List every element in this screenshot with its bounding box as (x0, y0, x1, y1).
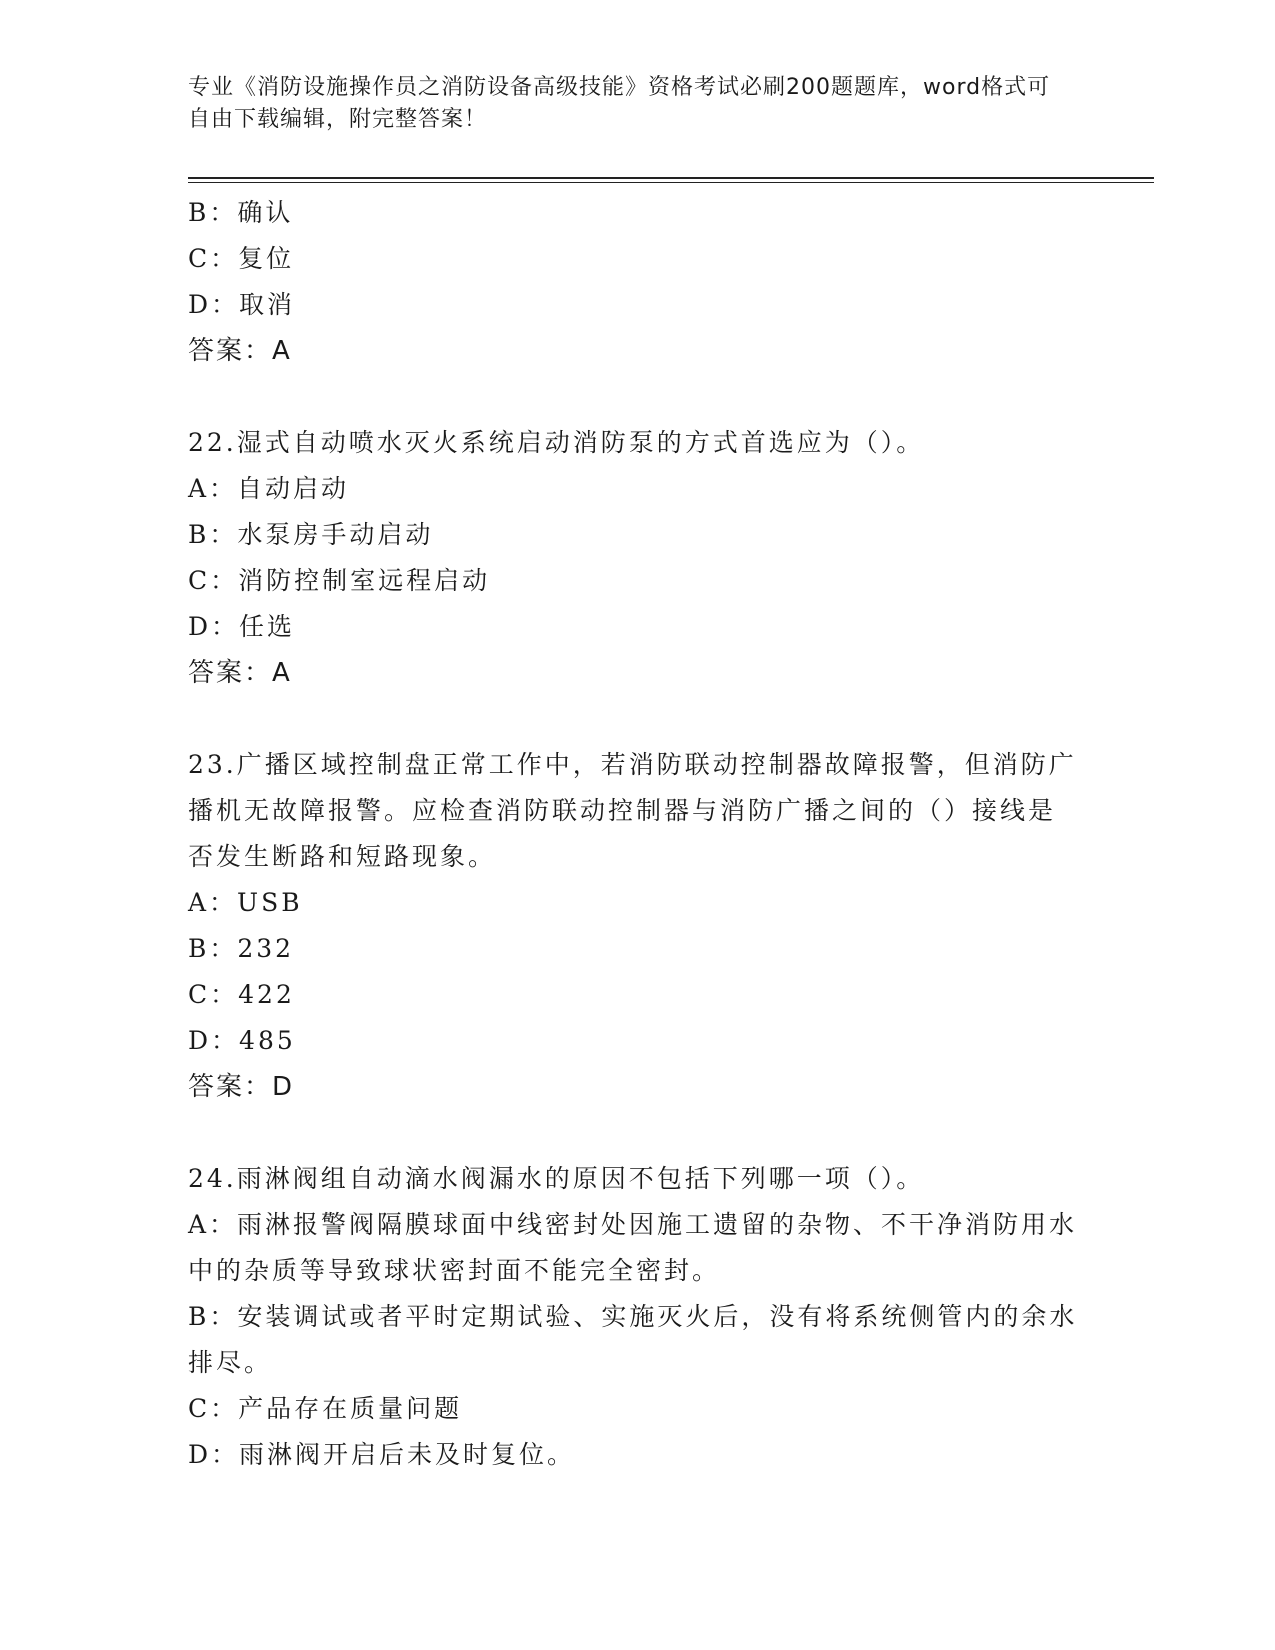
q21-option-c: C：复位 (188, 244, 295, 273)
q24-option-b: B：安装调试或者平时定期试验、实施灭火后，没有将系统侧管内的余水排尽。 (188, 1302, 1078, 1377)
q21-option-d: D：取消 (188, 290, 296, 319)
q21-option-b: B：确认 (188, 198, 294, 227)
q24-question: 24.雨淋阀组自动滴水阀漏水的原因不包括下列哪一项（）。 (188, 1164, 925, 1193)
document-body (188, 190, 1078, 1478)
header-divider (188, 177, 1154, 183)
q24-option-a: A：雨淋报警阀隔膜球面中线密封处因施工遗留的杂物、不干净消防用水中的杂质等导致球状密封面不能完全密封。 (188, 1210, 1078, 1285)
q24-option-d: D：雨淋阀开启后未及时复位。 (188, 1440, 576, 1469)
q22-option-b: B：水泵房手动启动 (188, 520, 434, 549)
question-21-block (188, 190, 1078, 374)
q21-answer: 答案：A (188, 336, 292, 366)
question-23-block (188, 742, 1078, 1110)
q22-option-a: A：自动启动 (188, 474, 350, 503)
spacer (188, 1110, 1078, 1156)
document-header: 专业《消防设施操作员之消防设备高级技能》资格考试必刷200题题库，word格式可自由下载编辑，附完整答案！ (188, 75, 1051, 132)
q23-option-c: C：422 (188, 980, 295, 1009)
q22-question: 22.湿式自动喷水灭火系统启动消防泵的方式首选应为（）。 (188, 428, 925, 457)
q23-option-d: D：485 (188, 1026, 296, 1055)
q23-option-a: A：USB (188, 888, 303, 917)
spacer (188, 696, 1078, 742)
question-24-block (188, 1156, 1078, 1478)
q23-option-b: B：232 (188, 934, 295, 963)
q22-option-d: D：任选 (188, 612, 296, 641)
q22-option-c: C：消防控制室远程启动 (188, 566, 491, 595)
question-22-block (188, 420, 1078, 696)
spacer (188, 374, 1078, 420)
q24-option-c: C：产品存在质量问题 (188, 1394, 463, 1423)
q22-answer: 答案：A (188, 658, 292, 688)
q23-answer: 答案：D (188, 1072, 295, 1102)
q23-question: 23.广播区域控制盘正常工作中，若消防联动控制器故障报警，但消防广播机无故障报警。应检查消防联动控制器与消防广播之间的（）接线是否发生断路和短路现象。 (188, 750, 1077, 871)
